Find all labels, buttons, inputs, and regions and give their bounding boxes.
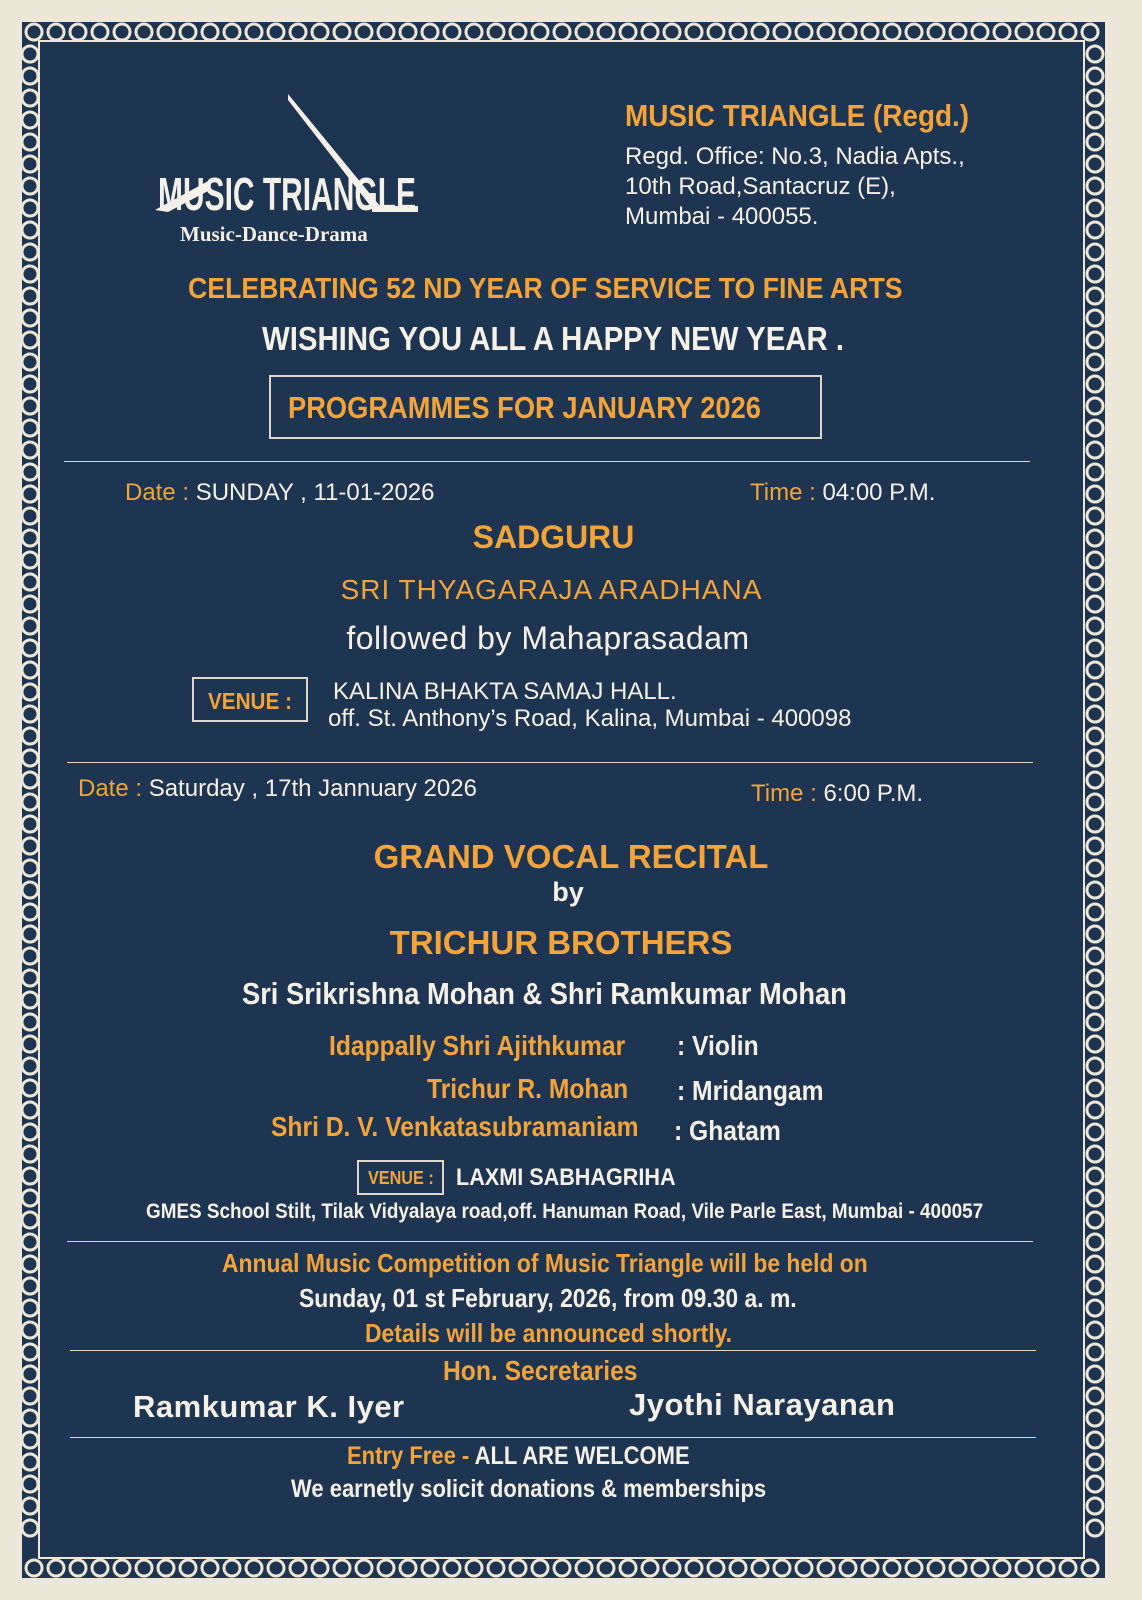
border-scallop — [422, 1560, 438, 1576]
border-scallop — [1087, 134, 1103, 150]
border-scallop — [1087, 728, 1103, 744]
border-scallop — [22, 728, 38, 744]
secretary-name: Ramkumar K. Iyer — [133, 1389, 405, 1424]
border-scallop — [664, 24, 680, 40]
border-scallop — [642, 24, 658, 40]
border-scallop — [158, 24, 174, 40]
border-scallop — [22, 90, 38, 106]
border-scallop — [22, 1300, 38, 1316]
border-scallop — [840, 24, 856, 40]
border-scallop — [862, 24, 878, 40]
border-scallop — [22, 486, 38, 502]
border-scallop — [818, 1560, 834, 1576]
border-scallop — [22, 46, 38, 62]
border-scallop — [1087, 398, 1103, 414]
border-scallop — [22, 310, 38, 326]
border-scallop — [26, 1560, 42, 1576]
border-scallop — [400, 24, 416, 40]
border-scallop — [752, 1560, 768, 1576]
border-scallop — [356, 24, 372, 40]
border-scallop — [928, 1560, 944, 1576]
border-scallop — [554, 24, 570, 40]
border-scallop — [202, 1560, 218, 1576]
divider — [67, 762, 1033, 763]
border-scallop — [1087, 200, 1103, 216]
border-scallop — [22, 772, 38, 788]
border-scallop — [994, 1560, 1010, 1576]
border-scallop — [22, 1366, 38, 1382]
border-scallop — [796, 1560, 812, 1576]
border-scallop — [598, 24, 614, 40]
event2-time — [751, 780, 923, 808]
border-scallop — [620, 1560, 636, 1576]
border-scallop — [22, 112, 38, 128]
border-scallop — [1087, 1168, 1103, 1184]
border-scallop — [1087, 112, 1103, 128]
border-scallop — [22, 244, 38, 260]
border-scallop — [1016, 1560, 1032, 1576]
border-scallop — [1087, 332, 1103, 348]
border-scallop — [22, 134, 38, 150]
border-scallop — [22, 992, 38, 1008]
divider — [64, 461, 1030, 462]
border-scallop — [290, 24, 306, 40]
border-scallop — [202, 24, 218, 40]
border-scallop — [444, 1560, 460, 1576]
border-scallop — [22, 1410, 38, 1426]
border-scallop — [1087, 1080, 1103, 1096]
divider — [67, 1241, 1033, 1242]
border-scallop — [22, 1124, 38, 1140]
border-scallop — [730, 1560, 746, 1576]
border-scallop — [1087, 156, 1103, 172]
event1-venue-name: KALINA BHAKTA SAMAJ HALL. — [333, 678, 677, 705]
border-scallop — [1087, 1388, 1103, 1404]
border-scallop — [1087, 1124, 1103, 1140]
border-scallop — [1087, 1234, 1103, 1250]
time-label: Time : — [750, 479, 816, 506]
border-scallop — [334, 1560, 350, 1576]
border-scallop — [136, 1560, 152, 1576]
border-scallop — [22, 794, 38, 810]
border-scallop — [598, 1560, 614, 1576]
border-scallop — [22, 1168, 38, 1184]
border-scallop — [1016, 24, 1032, 40]
border-scallop — [1087, 244, 1103, 260]
border-scallop — [22, 200, 38, 216]
border-scallop — [928, 24, 944, 40]
entry-label: Entry Free - — [347, 1442, 470, 1470]
org-address-line: 10th Road,Santacruz (E), — [625, 173, 896, 200]
border-scallop — [1087, 310, 1103, 326]
border-scallop — [466, 24, 482, 40]
border-scallop — [1087, 222, 1103, 238]
event1-title: SADGURU — [472, 519, 635, 555]
border-scallop — [1087, 376, 1103, 392]
border-scallop — [22, 442, 38, 458]
competition-line2: Sunday, 01 st February, 2026, from 09.30 a. m. — [299, 1283, 797, 1313]
border-scallop — [22, 970, 38, 986]
border-scallop — [378, 24, 394, 40]
accompanist-instrument: : Mridangam — [677, 1075, 824, 1106]
border-scallop — [950, 1560, 966, 1576]
border-scallop — [1087, 266, 1103, 282]
event2-artist-names: Sri Srikrishna Mohan & Shri Ramkumar Mohan — [242, 976, 847, 1011]
border-scallop — [1087, 1212, 1103, 1228]
border-scallop — [22, 1212, 38, 1228]
border-scallop — [1087, 46, 1103, 62]
border-scallop — [1087, 90, 1103, 106]
event1-venue-label: VENUE : — [208, 688, 292, 714]
border-scallop — [22, 1146, 38, 1162]
border-scallop — [22, 420, 38, 436]
border-scallop — [268, 1560, 284, 1576]
border-scallop — [22, 1476, 38, 1492]
border-scallop — [884, 1560, 900, 1576]
org-address-line: Mumbai - 400055. — [625, 203, 819, 230]
accompanist-instrument: : Violin — [677, 1030, 759, 1061]
border-scallop — [180, 1560, 196, 1576]
border-scallop — [26, 24, 42, 40]
border-scallop — [532, 24, 548, 40]
event1-time — [750, 479, 935, 507]
border-scallop — [1087, 1058, 1103, 1074]
border-scallop — [1087, 354, 1103, 370]
border-scallop — [22, 1234, 38, 1250]
border-scallop — [1087, 1190, 1103, 1206]
border-scallop — [774, 1560, 790, 1576]
border-scallop — [400, 1560, 416, 1576]
border-scallop — [1087, 486, 1103, 502]
accompanist-name: Idappally Shri Ajithkumar — [329, 1030, 626, 1061]
border-scallop — [22, 288, 38, 304]
border-scallop — [22, 1344, 38, 1360]
event1-date — [125, 479, 435, 507]
accompanist-name: Trichur R. Mohan — [427, 1073, 629, 1104]
border-scallop — [180, 24, 196, 40]
border-scallop — [620, 24, 636, 40]
border-scallop — [224, 1560, 240, 1576]
music-triangle-logo — [150, 88, 425, 228]
celebrating-banner: CELEBRATING 52 ND YEAR OF SERVICE TO FINE ARTS — [188, 273, 903, 305]
border-scallop — [1082, 24, 1098, 40]
border-scallop — [1087, 178, 1103, 194]
border-scallop — [22, 68, 38, 84]
border-scallop — [22, 1454, 38, 1470]
border-scallop — [774, 24, 790, 40]
border-scallop — [422, 24, 438, 40]
border-scallop — [1087, 1344, 1103, 1360]
border-scallop — [554, 1560, 570, 1576]
border-scallop — [532, 1560, 548, 1576]
border-scallop — [686, 24, 702, 40]
border-scallop — [356, 1560, 372, 1576]
entry-line — [347, 1442, 690, 1471]
border-scallop — [22, 464, 38, 480]
border-scallop — [22, 1080, 38, 1096]
secretary-name: Jyothi Narayanan — [629, 1387, 896, 1422]
border-scallop — [22, 684, 38, 700]
border-scallop — [994, 24, 1010, 40]
border-scallop — [312, 1560, 328, 1576]
divider — [70, 1350, 1036, 1351]
border-scallop — [1087, 1300, 1103, 1316]
border-scallop — [22, 354, 38, 370]
border-scallop — [22, 376, 38, 392]
border-scallop — [1038, 1560, 1054, 1576]
border-scallop — [22, 750, 38, 766]
border-scallop — [906, 1560, 922, 1576]
border-scallop — [510, 1560, 526, 1576]
border-scallop — [70, 1560, 86, 1576]
border-scallop — [1087, 1498, 1103, 1514]
event1-subtitle: SRI THYAGARAJA ARADHANA — [340, 574, 763, 605]
border-scallop — [1087, 1014, 1103, 1030]
border-scallop — [378, 1560, 394, 1576]
entry-text: ALL ARE WELCOME — [474, 1442, 690, 1470]
border-scallop — [686, 1560, 702, 1576]
event2-venue-address: GMES School Stilt, Tilak Vidyalaya road,off. Hanuman Road, Vile Parle East, Mumbai - 400057 — [146, 1200, 984, 1223]
border-scallop — [1087, 1278, 1103, 1294]
border-scallop — [22, 1058, 38, 1074]
event1-venue-address: off. St. Anthony’s Road, Kalina, Mumbai - 400098 — [328, 705, 852, 732]
border-scallop — [664, 1560, 680, 1576]
border-scallop — [840, 1560, 856, 1576]
border-scallop — [22, 222, 38, 238]
org-name: MUSIC TRIANGLE (Regd.) — [625, 98, 970, 133]
border-scallop — [22, 1256, 38, 1272]
border-scallop — [158, 1560, 174, 1576]
border-scallop — [48, 1560, 64, 1576]
border-scallop — [444, 24, 460, 40]
border-scallop — [752, 24, 768, 40]
border-scallop — [312, 24, 328, 40]
border-scallop — [1060, 1560, 1076, 1576]
border-scallop — [510, 24, 526, 40]
border-scallop — [576, 24, 592, 40]
border-scallop — [796, 24, 812, 40]
border-scallop — [22, 1278, 38, 1294]
border-scallop — [22, 816, 38, 832]
border-scallop — [1087, 684, 1103, 700]
border-scallop — [972, 24, 988, 40]
border-scallop — [1087, 1036, 1103, 1052]
event2-by: by — [552, 877, 584, 907]
date-value: SUNDAY , 11-01-2026 — [195, 479, 435, 506]
border-scallop — [92, 1560, 108, 1576]
date-label: Date : — [125, 479, 190, 506]
date-label: Date : — [78, 775, 143, 802]
border-scallop — [70, 24, 86, 40]
border-scallop — [1087, 1410, 1103, 1426]
border-scallop — [1087, 1432, 1103, 1448]
border-scallop — [466, 1560, 482, 1576]
border-scallop — [1082, 1560, 1098, 1576]
divider — [70, 1437, 1036, 1438]
border-scallop — [972, 1560, 988, 1576]
border-scallop — [906, 24, 922, 40]
border-scallop — [1087, 1256, 1103, 1272]
border-scallop — [22, 332, 38, 348]
border-scallop — [1087, 420, 1103, 436]
border-scallop — [114, 1560, 130, 1576]
border-scallop — [290, 1560, 306, 1576]
new-year-greeting: WISHING YOU ALL A HAPPY NEW YEAR . — [262, 320, 845, 357]
time-value: 04:00 P.M. — [822, 479, 936, 506]
border-scallop — [1087, 706, 1103, 722]
accompanist-name: Shri D. V. Venkatasubramaniam — [271, 1111, 639, 1142]
border-scallop — [246, 1560, 262, 1576]
org-address-line: Regd. Office: No.3, Nadia Apts., — [625, 143, 965, 170]
border-scallop — [884, 24, 900, 40]
time-label: Time : — [751, 780, 817, 807]
logo-wordmark: MUSIC TRIANGLE — [158, 168, 416, 220]
competition-line3: Details will be announced shortly. — [365, 1318, 733, 1348]
border-scallop — [642, 1560, 658, 1576]
border-scallop — [22, 1322, 38, 1338]
border-scallop — [576, 1560, 592, 1576]
border-scallop — [1060, 24, 1076, 40]
border-scallop — [22, 1102, 38, 1118]
border-scallop — [708, 1560, 724, 1576]
secretaries-heading: Hon. Secretaries — [443, 1355, 638, 1386]
event2-venue-name: LAXMI SABHAGRIHA — [456, 1164, 676, 1191]
border-scallop — [22, 1014, 38, 1030]
competition-line1: Annual Music Competition of Music Triangle will be held on — [222, 1248, 868, 1278]
border-scallop — [22, 1520, 38, 1536]
border-scallop — [22, 1432, 38, 1448]
event1-note: followed by Mahaprasadam — [346, 620, 750, 656]
border-scallop — [114, 24, 130, 40]
border-scallop — [22, 1190, 38, 1206]
border-scallop — [862, 1560, 878, 1576]
border-scallop — [1087, 662, 1103, 678]
border-scallop — [224, 24, 240, 40]
border-scallop — [1087, 1146, 1103, 1162]
border-scallop — [92, 24, 108, 40]
event2-title: GRAND VOCAL RECITAL — [373, 838, 769, 875]
border-scallop — [22, 266, 38, 282]
border-scallop — [1087, 288, 1103, 304]
border-scallop — [1038, 24, 1054, 40]
border-scallop — [708, 24, 724, 40]
logo-tagline: Music-Dance-Drama — [180, 222, 368, 246]
border-scallop — [1087, 816, 1103, 832]
border-scallop — [1087, 1454, 1103, 1470]
border-scallop — [1087, 1520, 1103, 1536]
border-scallop — [1087, 68, 1103, 84]
event2-artists: TRICHUR BROTHERS — [389, 924, 733, 961]
border-scallop — [1087, 750, 1103, 766]
border-scallop — [1087, 970, 1103, 986]
border-scallop — [22, 706, 38, 722]
border-scallop — [1087, 442, 1103, 458]
border-scallop — [22, 1498, 38, 1514]
border-scallop — [1087, 1322, 1103, 1338]
border-scallop — [1087, 1476, 1103, 1492]
accompanist-instrument: : Ghatam — [674, 1115, 781, 1146]
border-scallop — [22, 156, 38, 172]
border-scallop — [268, 24, 284, 40]
border-scallop — [22, 662, 38, 678]
border-scallop — [818, 24, 834, 40]
time-value: 6:00 P.M. — [823, 780, 924, 807]
border-scallop — [22, 1388, 38, 1404]
border-scallop — [136, 24, 152, 40]
border-scallop — [488, 24, 504, 40]
border-scallop — [22, 178, 38, 194]
border-scallop — [246, 24, 262, 40]
border-scallop — [1087, 464, 1103, 480]
donation-line: We earnetly solicit donations & memberships — [291, 1475, 767, 1503]
border-scallop — [22, 398, 38, 414]
programme-title: PROGRAMMES FOR JANUARY 2026 — [288, 390, 761, 425]
border-scallop — [22, 1036, 38, 1052]
date-value: Saturday , 17th Jannuary 2026 — [148, 775, 477, 802]
org-address — [625, 142, 965, 232]
event2-date — [78, 775, 477, 803]
border-scallop — [48, 24, 64, 40]
border-scallop — [730, 24, 746, 40]
border-scallop — [1087, 794, 1103, 810]
border-scallop — [950, 24, 966, 40]
border-scallop — [488, 1560, 504, 1576]
border-scallop — [1087, 1366, 1103, 1382]
event2-venue-label: VENUE : — [368, 1168, 434, 1188]
border-scallop — [1087, 1102, 1103, 1118]
border-scallop — [334, 24, 350, 40]
border-scallop — [1087, 772, 1103, 788]
border-scallop — [1087, 992, 1103, 1008]
